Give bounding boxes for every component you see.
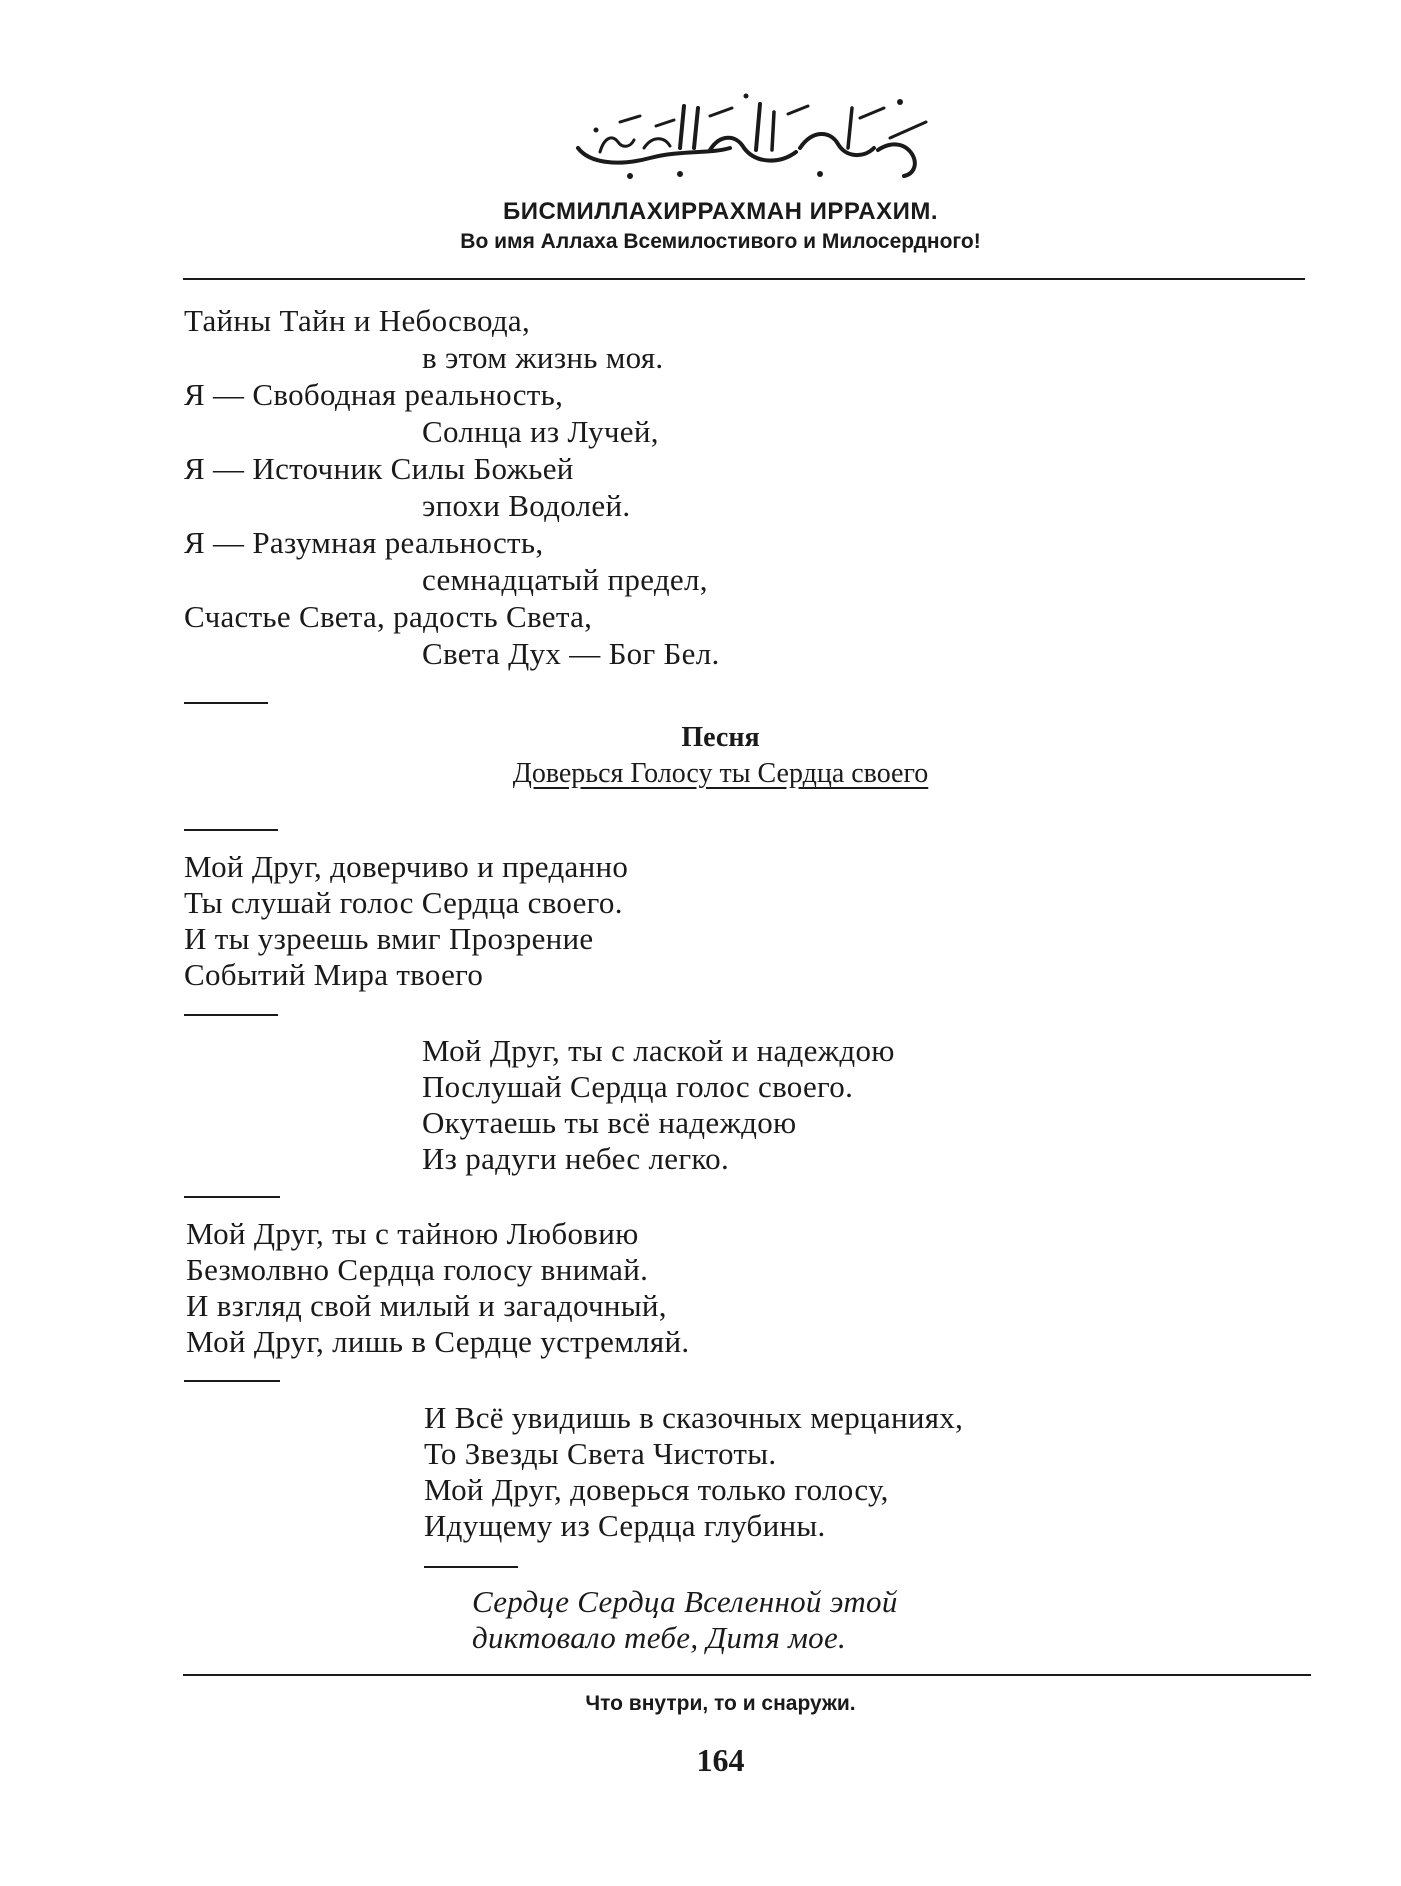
verse-line: Я — Источник Силы Божьей bbox=[184, 451, 574, 486]
bismillah-translation: Во имя Аллаха Всемилостивого и Милосердного! bbox=[460, 230, 981, 253]
verse-line: Тайны Тайн и Небосвода, bbox=[184, 303, 531, 338]
stanza-dash bbox=[184, 829, 278, 831]
verse-line: эпохи Водолей. bbox=[422, 488, 631, 523]
footer-motto: Что внутри, то и снаружи. bbox=[585, 1692, 856, 1715]
stanza-dash bbox=[184, 1014, 278, 1016]
stanza-line: Из радуги небес легко. bbox=[422, 1141, 730, 1176]
verse-line: Я — Разумная реальность, bbox=[184, 525, 544, 560]
stanza-line: Послушай Сердца голос своего. bbox=[422, 1069, 854, 1104]
verse-line: Солнца из Лучей, bbox=[422, 414, 659, 449]
stanza-line: Идущему из Сердца глубины. bbox=[424, 1508, 826, 1543]
bismillah-calligraphy bbox=[560, 78, 940, 188]
stanza-line: И ты узреешь вмиг Прозрение bbox=[184, 921, 594, 956]
signature-dash bbox=[424, 1566, 518, 1568]
section-dash bbox=[184, 702, 268, 704]
stanza-line: Событий Мира твоего bbox=[184, 957, 484, 992]
verse-line: Счастье Света, радость Света, bbox=[184, 599, 593, 634]
stanza-line: Окутаешь ты всё надеждою bbox=[422, 1105, 797, 1140]
stanza-line: Мой Друг, доверься только голосу, bbox=[424, 1472, 889, 1507]
signature-line: Сердце Сердца Вселенной этой bbox=[472, 1584, 898, 1619]
song-title: Песня bbox=[681, 722, 760, 753]
stanza-line: Мой Друг, ты с лаской и надеждою bbox=[422, 1033, 895, 1068]
stanza-line: И взгляд свой милый и загадочный, bbox=[186, 1288, 667, 1323]
stanza-line: И Всё увидишь в сказочных мерцаниях, bbox=[424, 1400, 964, 1435]
stanza-line: Мой Друг, ты с тайною Любовию bbox=[186, 1216, 639, 1251]
bismillah-transliteration: БИСМИЛЛАХИРРАХМАН ИРРАХИМ. bbox=[502, 198, 938, 225]
verse-line: Я — Свободная реальность, bbox=[184, 377, 564, 412]
stanza-line: Мой Друг, лишь в Сердце устремляй. bbox=[186, 1324, 690, 1359]
stanza-line: То Звезды Света Чистоты. bbox=[424, 1436, 777, 1471]
stanza-line: Мой Друг, доверчиво и преданно bbox=[184, 849, 629, 884]
verse-line: семнадцатый предел, bbox=[422, 562, 708, 597]
stanza-line: Ты слушай голос Сердца своего. bbox=[184, 885, 623, 920]
stanza-dash bbox=[184, 1380, 280, 1382]
stanza-line: Безмолвно Сердца голосу внимай. bbox=[186, 1252, 649, 1287]
stanza-dash bbox=[184, 1196, 280, 1198]
song-subtitle: Доверься Голосу ты Сердца своего bbox=[512, 758, 929, 789]
signature-line: диктовало тебе, Дитя мое. bbox=[472, 1620, 847, 1655]
header-divider bbox=[183, 278, 1305, 280]
page-number: 164 bbox=[696, 1742, 745, 1778]
verse-line: в этом жизнь моя. bbox=[422, 340, 664, 375]
verse-line: Света Дух — Бог Бел. bbox=[422, 636, 720, 671]
footer-divider bbox=[183, 1674, 1311, 1676]
